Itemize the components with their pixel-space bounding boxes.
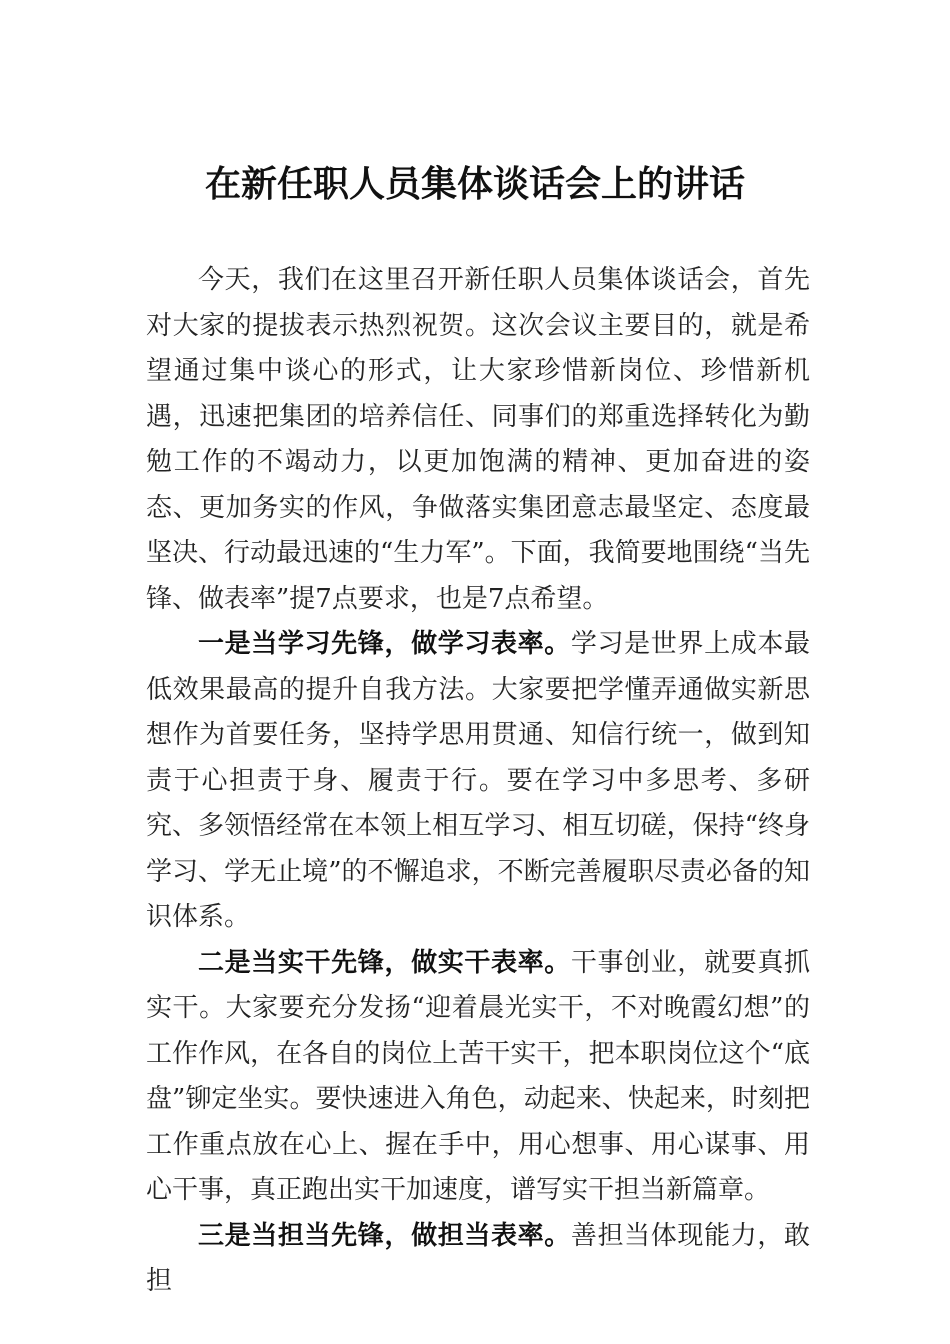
section-1-text: 学习是世界上成本最低效果最高的提升自我方法。大家要把学懂弄通做实新思想作为首要任务，坚持学思用贯通、知信行统一，做到知责于心担责于身、履责于行。要在学习中多思考、多研究、多领悟经常在本领上相互学习、相互切磋，保持“终身学习、学无止境”的不懈追求，不断完善履职尽责必备的知识体系。 — [146, 629, 810, 932]
section-paragraph-3 — [146, 1214, 810, 1305]
section-2-heading: 二是当实干先锋，做实干表率。 — [198, 947, 571, 978]
section-paragraph-1 — [146, 622, 810, 941]
section-3-text: 善担当体现能力，敢担 — [146, 1220, 810, 1296]
intro-paragraph: 今天，我们在这里召开新任职人员集体谈话会，首先对大家的提拔表示热烈祝贺。这次会议主要目的，就是希望通过集中谈心的形式，让大家珍惜新岗位、珍惜新机遇，迅速把集团的培养信任、同事们的郑重选择转化为勤勉工作的不竭动力，以更加饱满的精神、更加奋进的姿态、更加务实的作风，争做落实集团意志最坚定、态度最坚决、行动最迅速的“生力军”。下面，我简要地围绕“当先锋、做表率”提7点要求，也是7点希望。 — [146, 265, 810, 614]
section-paragraph-2 — [146, 941, 810, 1214]
section-1-heading: 一是当学习先锋，做学习表率。 — [198, 629, 571, 659]
section-3-heading: 三是当担当先锋，做担当表率。 — [198, 1220, 571, 1251]
document-title: 在新任职人员集体谈话会上的讲话 — [204, 163, 745, 205]
document-body — [146, 258, 810, 1305]
section-2-text: 干事创业，就要真抓实干。大家要充分发扬“迎着晨光实干，不对晚霞幻想”的工作作风，在各自的岗位上苦干实干，把本职岗位这个“底盘”铆定坐实。要快速进入角色，动起来、快起来，时刻把工作重点放在心上、握在手中，用心想事、用心谋事、用心干事，真正跑出实干加速度，谱写实干担当新篇章。 — [146, 947, 810, 1205]
